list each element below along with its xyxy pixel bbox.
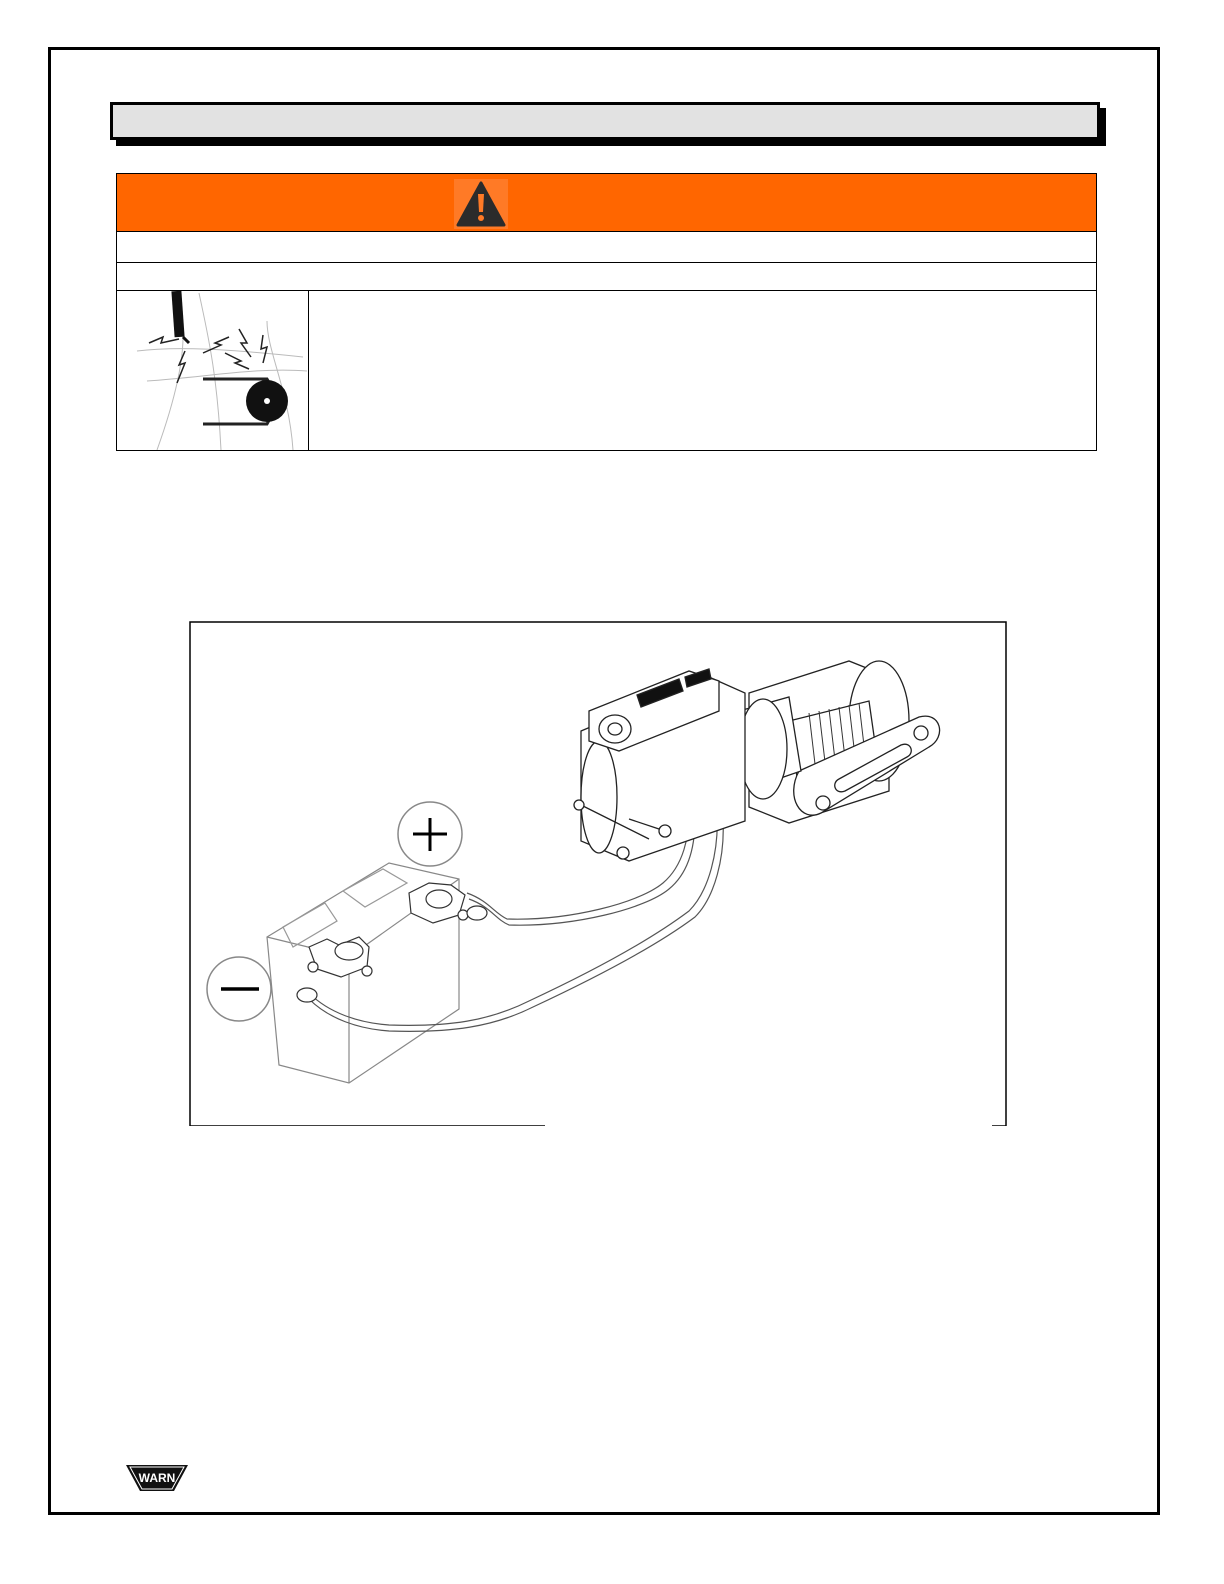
warning-box: [116, 173, 1097, 451]
warning-line-1: [117, 232, 1096, 263]
warning-header: [117, 174, 1096, 232]
positive-terminal-symbol: [398, 802, 462, 866]
warn-logo: [124, 1461, 190, 1495]
warning-body: [117, 291, 1096, 450]
pinch-point-hazard-icon: [117, 291, 309, 450]
winch-drawing: [574, 661, 940, 861]
battery-drawing: [267, 863, 468, 1083]
negative-terminal-symbol: [207, 957, 271, 1021]
svg-text:WARN: WARN: [138, 1471, 176, 1485]
section-title-bar: [110, 102, 1100, 140]
battery-winch-wiring-figure: [189, 621, 1007, 1126]
warning-triangle-icon: [454, 179, 508, 229]
warning-line-2: [117, 263, 1096, 291]
